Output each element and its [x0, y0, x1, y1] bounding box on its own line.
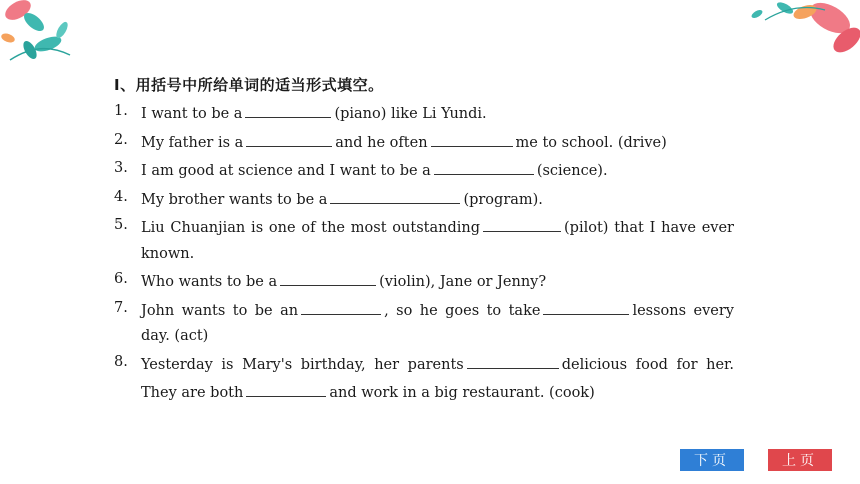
item-number: 7. [114, 299, 128, 316]
answer-blank [301, 296, 381, 315]
answer-blank [280, 267, 376, 286]
item-text: (pilot) that I have ever known. [141, 220, 734, 262]
item-text: (program). [463, 191, 543, 208]
item-text: John wants to be an [141, 302, 299, 319]
exercise-item-2 [114, 128, 734, 157]
answer-blank [245, 99, 331, 118]
item-text: (science). [536, 163, 608, 179]
item-text: Liu Chuanjian is one of the most outstanding [141, 220, 480, 236]
answer-blank [543, 296, 629, 315]
item-text: me to school. (drive) [515, 134, 667, 151]
exercise-item-8 [114, 350, 734, 407]
item-text: , so he goes to take [384, 302, 541, 319]
item-number: 1. [114, 103, 128, 119]
answer-blank [246, 378, 326, 397]
item-text: Yesterday is Mary's birthday, her parents [141, 356, 464, 373]
exercise-item-3 [114, 156, 734, 185]
previous-page-button[interactable]: 上页 [768, 449, 832, 471]
item-number: 2. [114, 131, 128, 148]
item-number: 3. [114, 160, 128, 176]
exercise-item-6 [114, 267, 734, 296]
answer-blank [483, 213, 561, 232]
floral-decoration-left [0, 0, 90, 70]
item-number: 4. [114, 188, 128, 205]
item-text: (piano) like Li Yundi. [334, 106, 487, 122]
exercise-item-4 [114, 185, 734, 214]
exercise-item-7 [114, 296, 734, 350]
item-number: 6. [114, 271, 128, 287]
exercise-item-1 [114, 99, 734, 128]
next-page-button[interactable]: 下页 [680, 449, 744, 471]
item-text: and work in a big restaurant. (cook) [329, 385, 595, 401]
exercise-item-5 [114, 213, 734, 267]
answer-blank [434, 156, 534, 175]
exercise-document [114, 74, 734, 407]
item-text: and he often [335, 134, 428, 151]
answer-blank [330, 185, 460, 204]
item-text: Who wants to be a [141, 274, 278, 290]
item-text: My brother wants to be a [141, 191, 328, 208]
answer-blank [246, 128, 332, 147]
item-number: 8. [114, 353, 128, 370]
item-text: My father is a [141, 134, 244, 151]
floral-decoration-right [735, 0, 860, 58]
answer-blank [431, 128, 513, 147]
item-number: 5. [114, 217, 128, 233]
item-text: (violin), Jane or Jenny? [379, 274, 547, 290]
item-text: lessons every day. (act) [141, 302, 734, 344]
item-text: I am good at science and I want to be a [141, 163, 431, 179]
item-text: delicious food for her. They are both [141, 356, 734, 401]
answer-blank [467, 350, 559, 369]
item-text: I want to be a [141, 106, 243, 122]
exercise-heading: Ⅰ、用括号中所给单词的适当形式填空。 [114, 76, 384, 94]
